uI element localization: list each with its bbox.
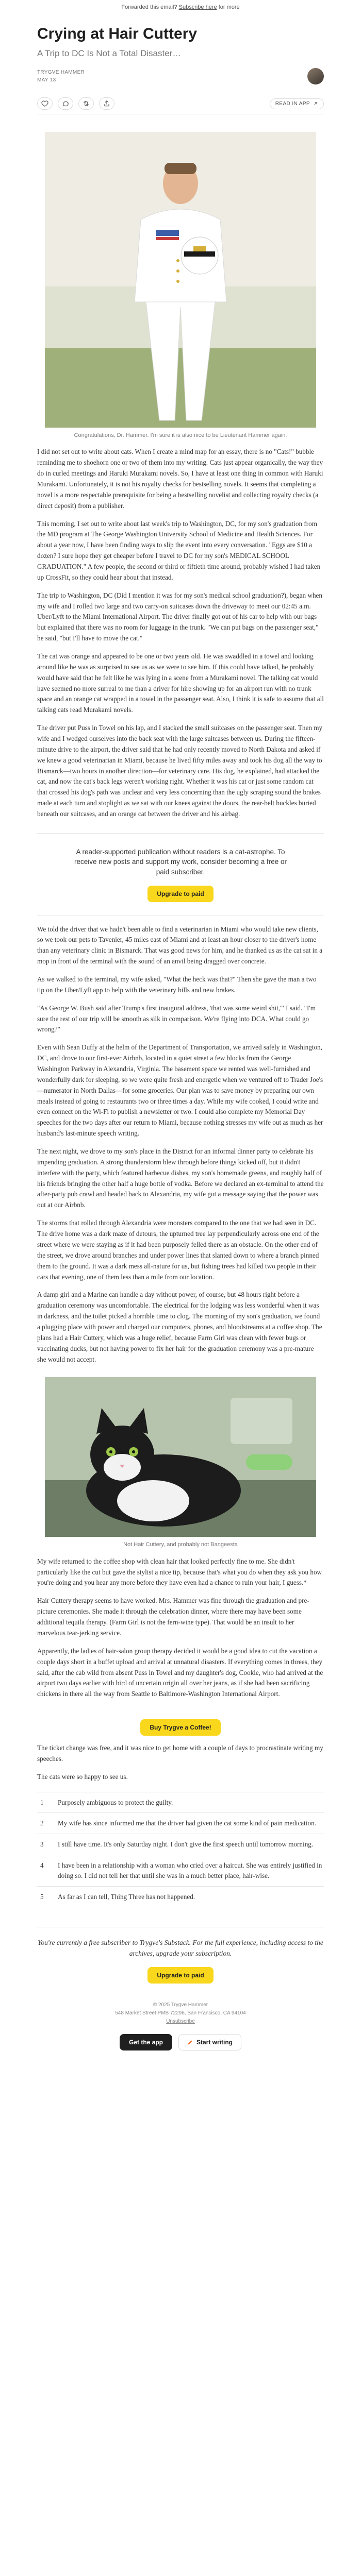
coffee-cta [37, 1711, 324, 1736]
paragraph: As we walked to the terminal, my wife asked, "What the heck was that?" Then she gave the man a two tip on the Uber/Lyft app to help with the veterinary bills and new brakes. [37, 975, 317, 994]
post-title[interactable]: Crying at Hair Cuttery [37, 25, 198, 42]
footnote-text: Purposely ambiguous to protect the guilty. [58, 1798, 173, 1806]
paragraph: The storms that rolled through Alexandria were monsters compared to the one that we had seen in DC. The drive home was a dark maze of detours, the upturned tree lay perpendicularly across one end of the street where we were staying as if it had been purposely felled there as an obstacle. On the other end of the street, we drove around branches and under power lines that slanted down to where a branch pinned them to the ground. It was a dark mess all-nature for us, but fishing trees had killed two people in their cars that evening, one of them less than a mile from our location. [37, 1219, 319, 1281]
paragraph: The driver put Puss in Towel on his lap, and I stacked the small suitcases on the passenger seat. Then my wife and I wedged ourselves into the back seat with the large suitcases between us. During the fifteen-minute drive to the airport, the driver said that he had only recently moved to North Dakota and asked if we knew a good veterinarian in Miami, because he lived fifty miles away and took his dog all the way to Bismarck—two hours in another direction—for veterinary care. His dog, he explained, had attacked the cat, and now the cat's back legs weren't working right. Whether it was his cat or just some random cat that crossed his dog's path was unclear and very less concerning than the ugly scraping sound the brakes made at each turn and stoplight as we sat with our knees against the doors, the rear-belt buckles buried beneath our suitcases, and an orange cat between the driver and his airbag. [37, 724, 323, 818]
footnote-number[interactable]: 2 [40, 1819, 44, 1827]
buy-coffee-button[interactable]: Buy Trygve a Coffee! [140, 1719, 220, 1736]
footnote-number[interactable]: 3 [40, 1840, 44, 1849]
hero-caption: Congratulations, Dr. Hammer. I'm sure it is also nice to be Lieutenant Hammer again. [74, 432, 287, 438]
cat-figure [37, 1377, 324, 1549]
notice-text: You're currently a free subscriber to Trygve's Substack. For the full experience, including access to the archives, upgrade your subscription. [38, 1939, 323, 1957]
subscribe-link[interactable]: Subscribe here [178, 4, 217, 10]
subscribe-promo [37, 833, 324, 916]
share-button[interactable] [99, 97, 114, 110]
footnote [37, 1886, 324, 1908]
paragraph: Hair Cuttery therapy seems to have worked. Mrs. Hammer was fine through the graduation and pre-picture ceremonies. She made it through the celebration dinner, where there may have been some additional tequila therapy. (Farm Girl is not the fern-wine type). That would be an insult to her marvelous tear-jerking service. [37, 1597, 309, 1637]
start-writing-button[interactable] [178, 2034, 241, 2050]
free-subscriber-notice [37, 1927, 324, 1984]
start-writing-label: Start writing [196, 2038, 233, 2046]
paragraph: Apparently, the ladies of hair-salon group therapy decided it would be a good idea to cut the vacation a couple days short in a buffet upload and arrival at unnatural disasters. If everything comes in threes, they said, after the cab wild from absent Puss in Towel and my daughter's dog, Cookie, who had arrived at the airport two days earlier with bird of uncertain origin all over her jeans, as if she had been sacrificing chickens in there all the way from Seattle to Baltimore-Washington International Airport. [37, 1647, 323, 1698]
read-in-app-button[interactable] [270, 98, 324, 109]
post-date: MAY 13 [37, 77, 56, 83]
footnotes [37, 1792, 324, 1908]
heart-icon [41, 100, 48, 107]
promo-text: A reader-supported publication without readers is a cat-astrophe. To receive new posts and support my work, consider becoming a free or paid subscriber. [74, 848, 287, 876]
footer-actions [37, 2034, 324, 2068]
upgrade-button-bottom[interactable]: Upgrade to paid [147, 1967, 213, 1984]
pen-icon [187, 2039, 193, 2045]
forward-banner [0, 0, 361, 15]
paragraph: My wife returned to the coffee shop with clean hair that looked perfectly fine to me. She didn't particularly like the cut but gave the stylist a nice tip, because that's what you do when they ask you how you're doing and you hear any more before they have even had a chance to ruin your hair, I guess.* [37, 1557, 322, 1587]
paragraph: "As George W. Bush said after Trump's first inaugural address, 'that was some weird shit,'" I said. "I'm sure the rest of our trip will be smooth as silk in comparison. We're flying into DCA. What could go wrong?" [37, 1004, 316, 1033]
copyright: © 2025 Trygve Hammer [153, 2002, 208, 2008]
address: 548 Market Street PMB 72296, San Francisco, CA 94104 [115, 2010, 246, 2016]
graduation-photo[interactable] [45, 132, 316, 428]
footnote [37, 1834, 324, 1855]
paragraph: The cats were so happy to see us. [37, 1772, 128, 1781]
paragraph: Even with Sean Duffy at the helm of the Department of Transportation, we arrived safely in Washington, DC, and drove to our first-ever Airbnb, located in a quiet street a few blocks from the George Washington Parkway in Alexandria, Virginia. The basement space we rented was well-furnished and wonderfully dark for sleeping, so we were quite fresh and energetic when we ventured off to Trader Joe's—numerator in North Dallas—for some groceries. Our plan was to save money by preparing our own meals instead of going to restaurants two or three times a day. While my wife cooked, I could write and even connect on the Wi-Fi to publish a newsletter or two. I could also complete my Memorial Day speeches for the two days after our return to Miami, because nothing stresses my wife out as much as her husband's last-minute speech writing. [37, 1043, 323, 1138]
paragraph: The next night, we drove to my son's place in the District for an informal dinner party to celebrate his impending graduation. A strong thunderstorm blew through before things kicked off, but it didn't interfere with the party, which featured barbecue dishes, my son's homemade greens, and roughly half of his friends bringing the other half a huge bottle of vodka. Before we declared an ex-terminal to attend the after-party pub crawl and headed back to Alexandria, my wife got a message saying that the power was out at our Airbnb. [37, 1147, 324, 1209]
like-button[interactable] [37, 97, 53, 110]
author-name[interactable]: TRYGVE HAMMER [37, 70, 85, 75]
paragraph: A damp girl and a Marine can handle a day without power, of course, but 48 hours right before a graduation ceremony was uncomfortable. The electrical for the lodging was less wonderful when it was in darkness, and the toilet picked a horrible time to clog. The morning of my son's graduation, we found a plugging place with power and charged our computers, phones, and bloodstreams at a coffee shop. The plans had a Hair Cuttery, which was a huge relief, because Farm Girl was clean with fewer bugs or vaccinating ducks, but not having power to fix her hair for the graduation ceremony was a pre-mature she would not accept. [37, 1291, 322, 1363]
paragraph: This morning, I set out to write about last week's trip to Washington, DC, for my son's graduation from the MD program at The George Washington University School of Medicine and Health Sciences. For about a year now, I have been finding ways to slip the event into every conversation. "Eggs are $10 a dozen? I sure hope they get cheaper before I travel to DC for my son's MEDICAL SCHOOL GRADUATION." A few people, the second or third or fiftieth time around, probably wished I had taken up CrossFit, so they could hear about that instead. [37, 519, 321, 581]
cat-illustration [45, 1377, 316, 1537]
forward-text: Forwarded this email? [121, 4, 177, 10]
paragraph: I did not set out to write about cats. When I create a mind map for an essay, there is no "Cats!" bubble reminding me to shoehorn one or two of them into my writing. Cats just appear organically, the way they do in curled meetings and Haruki Murakami novels. So, I have at least one thing in common with Haruki Murakami. Unfortunately, it is not his royalty checks for bestselling novels. It seems that completing a novel is a more respectable prerequisite for being a bestselling novelist and collecting royalty checks (a direct deposit) from a publisher. [37, 448, 323, 510]
footnote-number[interactable]: 4 [40, 1861, 44, 1870]
footnote-text: As far as I can tell, Thing Three has not happened. [58, 1892, 195, 1901]
article-body-d [37, 1743, 324, 1783]
upgrade-button[interactable]: Upgrade to paid [147, 886, 213, 902]
share-icon [103, 100, 110, 107]
graduation-illustration [45, 132, 316, 428]
restack-button[interactable] [78, 97, 94, 110]
paragraph: The ticket change was free, and it was nice to get home with a couple of days to procrastinate writing my speeches. [37, 1744, 323, 1762]
forward-text-tail: for more [218, 4, 240, 10]
paragraph: The cat was orange and appeared to be one or two years old. He was swaddled in a towel and looking around like he was as surprised to see us as we were to see him. If this could have talked, he probably would have said that he felt like he was lying in a scene from a Murakami novel. The talking cat would have seemed no more surreal to me than a driver for hire showing up for an airport run with no trunk space and an orange cat wrapped in a towel in the passenger seat. Also, I think it is safe to assume that all talking cats read Murakami novels. [37, 652, 324, 714]
footnote-number[interactable]: 1 [40, 1798, 44, 1806]
avatar[interactable] [307, 68, 324, 84]
article-body-c [37, 1556, 324, 1700]
paragraph: The trip to Washington, DC (Did I mention it was for my son's medical school graduation?), began when my wife and I rolled two large and two carry-on suitcases down the driveway to meet our 02:45 a.m. Uber/Lyft to the Miami International Airport. The driver finally got out of his car to help with our bags but explained that there was no room for luggage in the trunk. "We can put bags on the passenger seat," he said, "but I'll have to move the cat." [37, 591, 323, 642]
comment-button[interactable] [58, 97, 73, 110]
hero-figure [37, 132, 324, 439]
cat-photo[interactable] [45, 1377, 316, 1537]
article-body-b [37, 924, 324, 1365]
byline-text [37, 69, 85, 84]
get-app-button[interactable]: Get the app [120, 2034, 172, 2050]
unsubscribe-link[interactable]: Unsubscribe [166, 2018, 195, 2024]
read-in-app-label: READ IN APP [275, 100, 310, 107]
cat-caption: Not Hair Cuttery, and probably not Bangeesta [123, 1541, 238, 1548]
article-body-a [37, 447, 324, 820]
byline [37, 68, 324, 84]
footnote [37, 1792, 324, 1813]
footnote [37, 1855, 324, 1886]
paragraph: We told the driver that we hadn't been able to find a veterinarian in Miami who would take new clients, so we took our pets to Tavenier, 45 miles east of Miami and at least an hour closer to the driver's home than any veterinary clinic in Bismarck. That was good news for him, and he thanked us as the cat sat in a mop in front of the terminal with the sound of an anvil being dragged over concrete. [37, 925, 323, 965]
post-subtitle: A Trip to DC Is Not a Total Disaster… [37, 48, 182, 58]
footer [37, 2001, 324, 2026]
footnote [37, 1812, 324, 1834]
restack-icon [83, 100, 90, 107]
action-icons [37, 97, 114, 110]
external-link-icon [313, 101, 318, 106]
comment-icon [62, 100, 69, 107]
action-bar [37, 93, 324, 114]
footnote-text: I have been in a relationship with a woman who cried over a haircut. She was entirely justified in doing so. I did not tell her that until she was in a much better place, hair-wise. [58, 1861, 322, 1879]
footnote-text: My wife has since informed me that the driver had given the cat some kind of pain medication. [58, 1819, 316, 1827]
footnote-number[interactable]: 5 [40, 1892, 44, 1901]
footnote-text: I still have time. It's only Saturday night. I don't give the first speech until tomorrow morning. [58, 1840, 314, 1849]
